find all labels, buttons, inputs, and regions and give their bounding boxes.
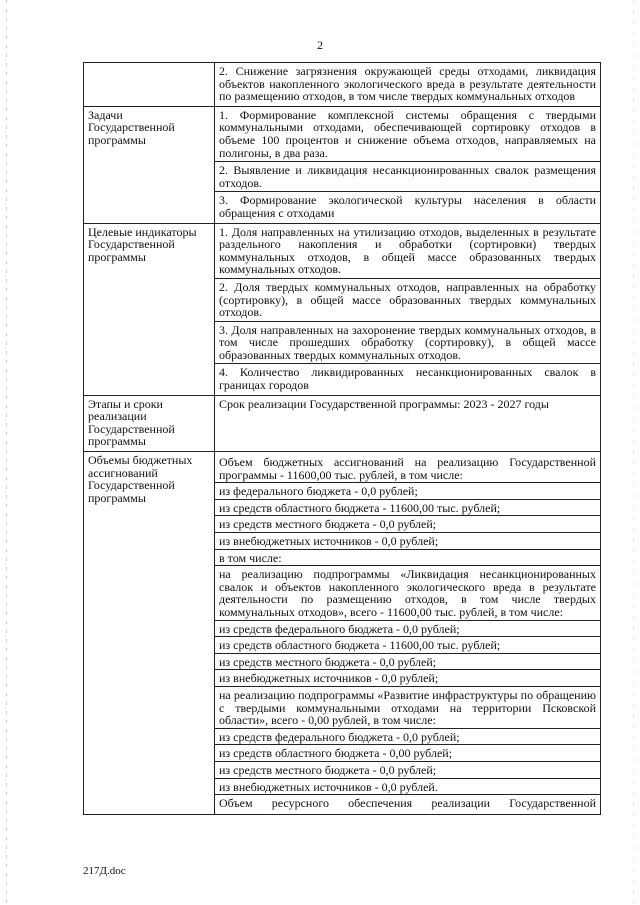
- paragraph: 4. Количество ликвидированных несанкционированных свалок в границах городов: [219, 365, 596, 393]
- row-label: Этапы и сроки реализации Государственной программы: [84, 395, 215, 451]
- program-passport-table: [83, 62, 601, 815]
- divider: [215, 278, 600, 279]
- row-content: [215, 106, 601, 223]
- paragraph: 3. Формирование экологической культуры населения в области обращения с отходами: [219, 193, 596, 220]
- budget-line: из средств местного бюджета - 0,0 рублей;: [219, 517, 437, 532]
- budget-line: из внебюджетных источников - 0,0 рублей;: [219, 671, 439, 686]
- row-label: Целевые индикаторы Государственной программы: [84, 223, 215, 395]
- paragraph: 2. Снижение загрязнения окружающей среды отходами, ликвидация объектов накопленного экологического вреда в результате деятельности по размещению отходов, в том числе твердых коммунальных отходов: [219, 64, 596, 104]
- paragraph: 2. Выявление и ликвидация несанкционированных свалок размещения отходов.: [219, 163, 596, 190]
- row-label: [84, 63, 215, 107]
- budget-line: из средств местного бюджета - 0,0 рублей;: [219, 762, 437, 777]
- row-label: Объемы бюджетных ассигнований Государственной программы: [84, 452, 215, 815]
- table-row: [84, 63, 601, 107]
- row-content: [215, 63, 601, 107]
- paragraph: 1. Доля направленных на утилизацию отходов, выделенных в результате раздельного накопления и обработки (сортировки) твердых коммунальных отходов, в общей массе образованных твердых коммунальных отходов.: [219, 224, 596, 277]
- table-row: [84, 452, 601, 815]
- divider: [215, 321, 600, 322]
- budget-line: из средств областного бюджета - 11600,00 тыс. рублей;: [219, 638, 501, 653]
- divider: [215, 191, 600, 192]
- budget-line: из средств областного бюджета - 0,00 рублей;: [219, 746, 453, 761]
- table-row: [84, 223, 601, 395]
- budget-line: на реализацию подпрограммы «Ликвидация несанкционированных свалок и объектов накопленного экологического вреда в результате деятельности по размещению отходов, в том числе твердых коммунальных отходов», всего - 11600,00 тыс. рублей, в том числе:: [219, 567, 596, 619]
- budget-line: на реализацию подпрограммы «Развитие инфраструктуры по обращению с твердыми коммунальными отходами на территории Псковской области», всего - 0,00 рублей, в том числе:: [219, 687, 596, 728]
- footer-file-name: 217Д.doc: [83, 865, 126, 877]
- budget-line: из внебюджетных источников - 0,0 рублей.: [219, 779, 438, 794]
- paragraph: 2. Доля твердых коммунальных отходов, направленных на обработку (сортировку), в общей массе образованных твердых коммунальных отходов.: [219, 279, 596, 320]
- table-row: [84, 395, 601, 451]
- row-content: [215, 395, 601, 451]
- scan-edge-left: [6, 0, 7, 905]
- budget-line: из средств федерального бюджета - 0,0 рублей;: [219, 729, 460, 744]
- budget-line: в том числе:: [219, 550, 282, 565]
- row-content: [215, 223, 601, 395]
- divider: [215, 363, 600, 364]
- table-row: [84, 106, 601, 223]
- budget-line: Объем бюджетных ассигнований на реализацию Государственной программы - 11600,00 тыс. рублей, в том числе:: [219, 455, 596, 482]
- budget-line: из федерального бюджета - 0,0 рублей;: [219, 484, 418, 499]
- budget-line: Объем ресурсного обеспечения реализации Государственной: [219, 796, 596, 811]
- scan-edge-right: [633, 0, 634, 905]
- budget-line: из средств областного бюджета - 11600,00 тыс. рублей;: [219, 500, 501, 515]
- budget-line: из средств местного бюджета - 0,0 рублей;: [219, 654, 437, 669]
- paragraph: Срок реализации Государственной программы: 2023 - 2027 годы: [219, 396, 549, 411]
- budget-line: из внебюджетных источников - 0,0 рублей;: [219, 534, 439, 548]
- row-content: [215, 452, 601, 815]
- divider: [215, 161, 600, 162]
- page-number: 2: [317, 38, 323, 52]
- budget-line: из средств федерального бюджета - 0,0 рублей;: [219, 621, 460, 636]
- paragraph: 3. Доля направленных на захоронение твердых коммунальных отходов, в том числе прошедших обработку (сортировку), в общей массе образованных твердых коммунальных отходов.: [219, 322, 596, 362]
- row-label: Задачи Государственной программы: [84, 106, 215, 223]
- paragraph: 1. Формирование комплексной системы обращения с твердыми коммунальными отходами, обеспечивающей сортировку отходов в объеме 100 процентов и снижение объема отходов, направляемых на полигоны, в два раза.: [219, 107, 596, 160]
